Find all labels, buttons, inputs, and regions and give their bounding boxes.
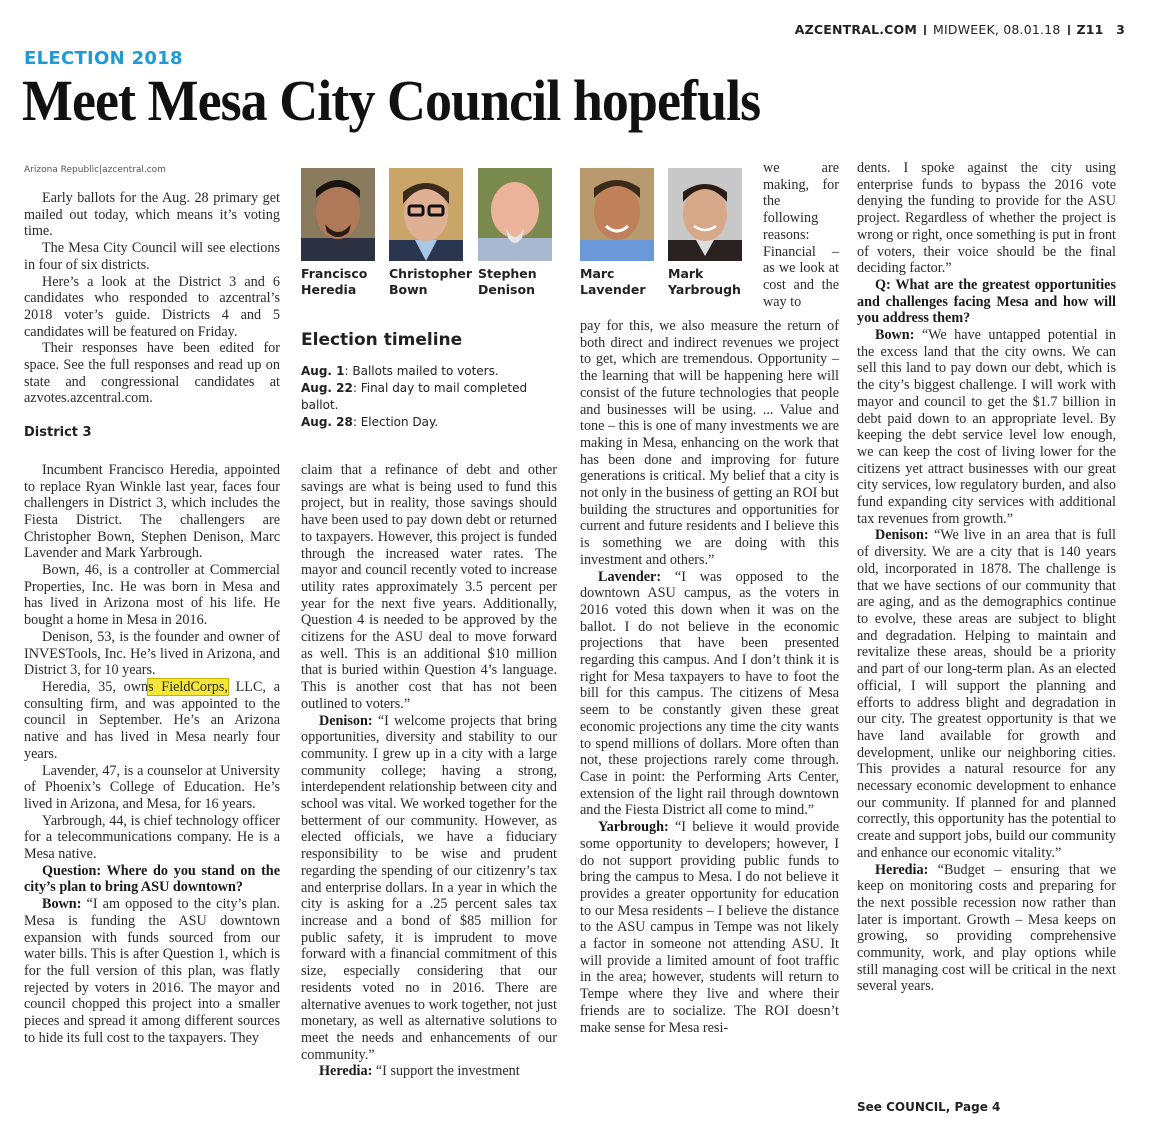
- election-timeline: [301, 363, 541, 431]
- district3-paragraph: Yarbrough, 44, is chief technology officer for a telecommunications company. He is a Mesa native.: [24, 812, 280, 863]
- answer-paragraph: Bown: “We have untapped potential in the excess land that the city owns. We can sell this land to pay down our debt, which is the city’s biggest challenge. I will work with mayor and council to get the $1.7 billion in debt paid down to an appropriate level. By keeping the debt service level low enough, we can keep the cost of living lower for the citizens yet attract businesses with our great city services, low regulatory burden, and also fund expanding city services with additional tax revenues from growth.”: [857, 327, 1116, 527]
- highlighted-text[interactable]: s FieldCorps,: [148, 678, 228, 695]
- answer-paragraph: Lavender: “I was opposed to the downtown ASU campus, as the voters in 2016 voted this down when it was on the ballot. I do not believe in the economic projections that have been presented regarding this campus. And I don’t think it is right for Mesa taxpayers to have to foot the bill for this campus. The citizens of Mesa seem to be constantly given these great economic projections any time the city wants to spend millions of dollars. More often than not, these projections rarely come through. Case in point: the Performing Arts Center, extension of the light rail through downtown and the Fiesta District all come to mind.”: [580, 568, 839, 819]
- candidate-photo-denison: [478, 168, 552, 261]
- answer-continuation: dents. I spoke against the city using enterprise funds to bypass the 2016 vote denying the funding to provide for the ASU project. Regardless of whether the project is wrong or right, once something is put in front of voters, their voice should be the final deciding factor.”: [857, 160, 1116, 277]
- column-4: [857, 160, 1116, 995]
- district3-paragraph: Bown, 46, is a controller at Commercial Properties, Inc. He was born in Mesa and has lived in Arizona most of his life. He bought a home in Mesa in 2016.: [24, 562, 280, 629]
- section-kicker: ELECTION 2018: [24, 48, 183, 69]
- candidate-photo-yarbrough: [668, 168, 742, 261]
- answer-continuation: pay for this, we also measure the return of both direct and indirect revenues we project to get, which are tremendous. Opportunity – the learning that will be happening here will consist of the future technologies that people and businesses will be using. ... Value and tone – this is one of many investments we are making in Mesa, enhancing on the work that has been done and improving for future generations is critical. My belief that a city is not only in the business of getting an ROI but building the structures and opportunities for current and future residents and I believe this is something we are doing with this investment and others.”: [580, 318, 839, 568]
- candidate-photo-heredia: [301, 168, 375, 261]
- answer-paragraph: Denison: “We live in an area that is full of diversity. We are a city that is 140 years old, incorporated in 1878. The challenge is that we have sections of our community that are aging, and as the demographics continue to evolve, these areas are subject to blight and degradation. Helping to maintain and revitalize these areas, should be a priority and part of our long-term plan. As an elected official, I will support the planning and efforts to address blight and degradation in our city. The greatest opportunity is that we have land available for growth and development, unlike our neighboring cities. This provides a natural resource for any necessary economic development to enhance our community. If planned for and planned correctly, this opportunity has the potential to create and support jobs, build our community and enhance our economic vitality.”: [857, 527, 1116, 861]
- intro-paragraph: Their responses have been edited for space. See the full responses and read up on state and congressional candidates at azvotes.azcentral.com.: [24, 340, 280, 407]
- answer-paragraph: Heredia: “I support the investment: [319, 1063, 520, 1080]
- page-masthead: [795, 22, 1125, 37]
- site-name: AZCENTRAL.COM: [794, 22, 918, 37]
- answer-paragraph: Heredia: “Budget – ensuring that we keep on monitoring costs and preparing for the next possible recession now rather than later is important. Growth – Mesa keeps on growing, so providing comprehensive community, work, and play options while still managing cost will be critical in the next several years.: [857, 861, 1116, 995]
- candidate-name-heredia: Francisco Heredia: [301, 266, 368, 297]
- masthead-divider: [1068, 25, 1070, 35]
- column-3-narrow: [763, 160, 839, 310]
- candidate-name-lavender: Marc Lavender: [580, 266, 646, 297]
- column-3: [580, 318, 839, 1036]
- question-2: Q: What are the greatest opportunities and challenges facing Mesa and how will you address them?: [857, 276, 1116, 327]
- district3-paragraph: Incumbent Francisco Heredia, appointed to replace Ryan Winkle last year, faces four challengers in District 3, which includes the Fiesta District. The challengers are Christopher Bown, Stephen Denison, Marc Lavender and Mark Yarbrough.: [24, 461, 280, 562]
- edition-date: MIDWEEK, 08.01.18: [933, 22, 1061, 37]
- jump-link-see-council[interactable]: See COUNCIL, Page 4: [857, 1100, 1001, 1114]
- intro-paragraph: The Mesa City Council will see elections in four of six districts.: [24, 240, 280, 273]
- answer-paragraph: Denison: “I welcome projects that bring opportunities, diversity and stability to our community. I grew up in a city with a large community college; having a strong, interdependent relationship between city and school was vital. We worked together for the betterment of our community. However, as elected officials, we have a fiduciary responsibility to be wise and prudent regarding the spending of our citizenry’s tax and enterprise dollars. In a year in which the city is asking for a .25 percent sales tax increase and a bond of $85 million for public safety, it is imprudent to move forward with a financial commitment of this size, especially considering that our residents voted no in 2016. There are alternative avenues to work together, not just monetary, as well as alternative solutions to meet the needs and enhancements of our community.”: [301, 712, 557, 1063]
- district3-paragraph: Lavender, 47, is a counselor at University of Phoenix’s College of Education. He’s lived in Arizona, and Mesa, for 16 years.: [24, 762, 280, 812]
- district3-paragraph: Denison, 53, is the founder and owner of INVESTools, Inc. He’s lived in Arizona, and District 3, for 10 years.: [24, 628, 280, 679]
- answer-continuation: we are making, for the following reasons: Financial – as we look at cost and the way to: [763, 160, 839, 310]
- section-code: Z11: [1076, 22, 1104, 37]
- article-headline: Meet Mesa City Council hopefuls: [22, 68, 761, 133]
- candidate-photo-bown: [389, 168, 463, 261]
- masthead-divider: [924, 25, 926, 35]
- section-heading-district-3: District 3: [24, 425, 92, 441]
- candidate-name-bown: Christopher Bown: [389, 266, 473, 297]
- answer-continuation: claim that a refinance of debt and other savings are what is being used to fund this project, but in reality, those savings should have been used to pay down debt or returned to taxpayers. However, this project is funded through the increased water rates. The mayor and council recently voted to increase utility rates approximately 3.5 percent per year for the next five years. Additionally, Question 4 is needed to be approved by the citizens for the ASU deal to move forward as well. This is an additional $10 million that is buried within Question 4’s language. This is another cost that has not been outlined to voters.”: [301, 462, 557, 712]
- intro-paragraph: Early ballots for the Aug. 28 primary get mailed out today, which means it’s voting time.: [24, 190, 280, 240]
- timeline-title: Election timeline: [301, 330, 463, 350]
- timeline-item: Aug. 28: Election Day.: [301, 415, 439, 429]
- timeline-item: Aug. 1: Ballots mailed to voters.: [301, 364, 499, 378]
- answer-paragraph: Yarbrough: “I believe it would provide some opportunity to developers; however, I do not support providing public funds to bring the campus to Mesa. I do not believe it provides a greater opportunity for education to our Mesa residents – I believe the distance to the ASU campus in Tempe was not likely a factor in someone not attending ASU. It will provide a limited amount of foot traffic in the area; however, students will return to Tempe where they live and where their friends are to socialize. The ROI doesn’t make sense for Mesa resi-: [580, 819, 839, 1036]
- candidate-name-denison: Stephen Denison: [478, 266, 537, 297]
- column-1: [24, 190, 280, 1046]
- answer-paragraph: Bown: “I am opposed to the city’s plan. Mesa is funding the ASU downtown expansion with funds sourced from our water bills. This is after Question 1, which is for the full version of this plan, was flatly rejected by voters in 2016. The mayor and council chopped this project into a smaller pieces and spread it among different sources to hide its full cost to the taxpayers. They: [24, 896, 280, 1046]
- candidate-name-yarbrough: Mark Yarbrough: [668, 266, 741, 297]
- question-1: Question: Where do you stand on the city’s plan to bring ASU downtown?: [24, 862, 280, 896]
- byline: Arizona Republic|azcentral.com: [24, 165, 166, 175]
- candidate-photo-lavender: [580, 168, 654, 261]
- column-2: [301, 462, 557, 1080]
- district3-paragraph: Heredia, 35, owns FieldCorps, LLC, a consulting firm, and was appointed to the council in September. He’s an Arizona native and has lived in Mesa nearly four years.: [24, 678, 280, 762]
- timeline-item: Aug. 22: Final day to mail completed ballot.: [301, 381, 528, 412]
- intro-paragraph: Here’s a look at the District 3 and 6 candidates who responded to azcentral’s 2018 voter’s guide. Districts 4 and 5 candidates will be featured on Friday.: [24, 273, 280, 340]
- page-number: 3: [1116, 22, 1125, 37]
